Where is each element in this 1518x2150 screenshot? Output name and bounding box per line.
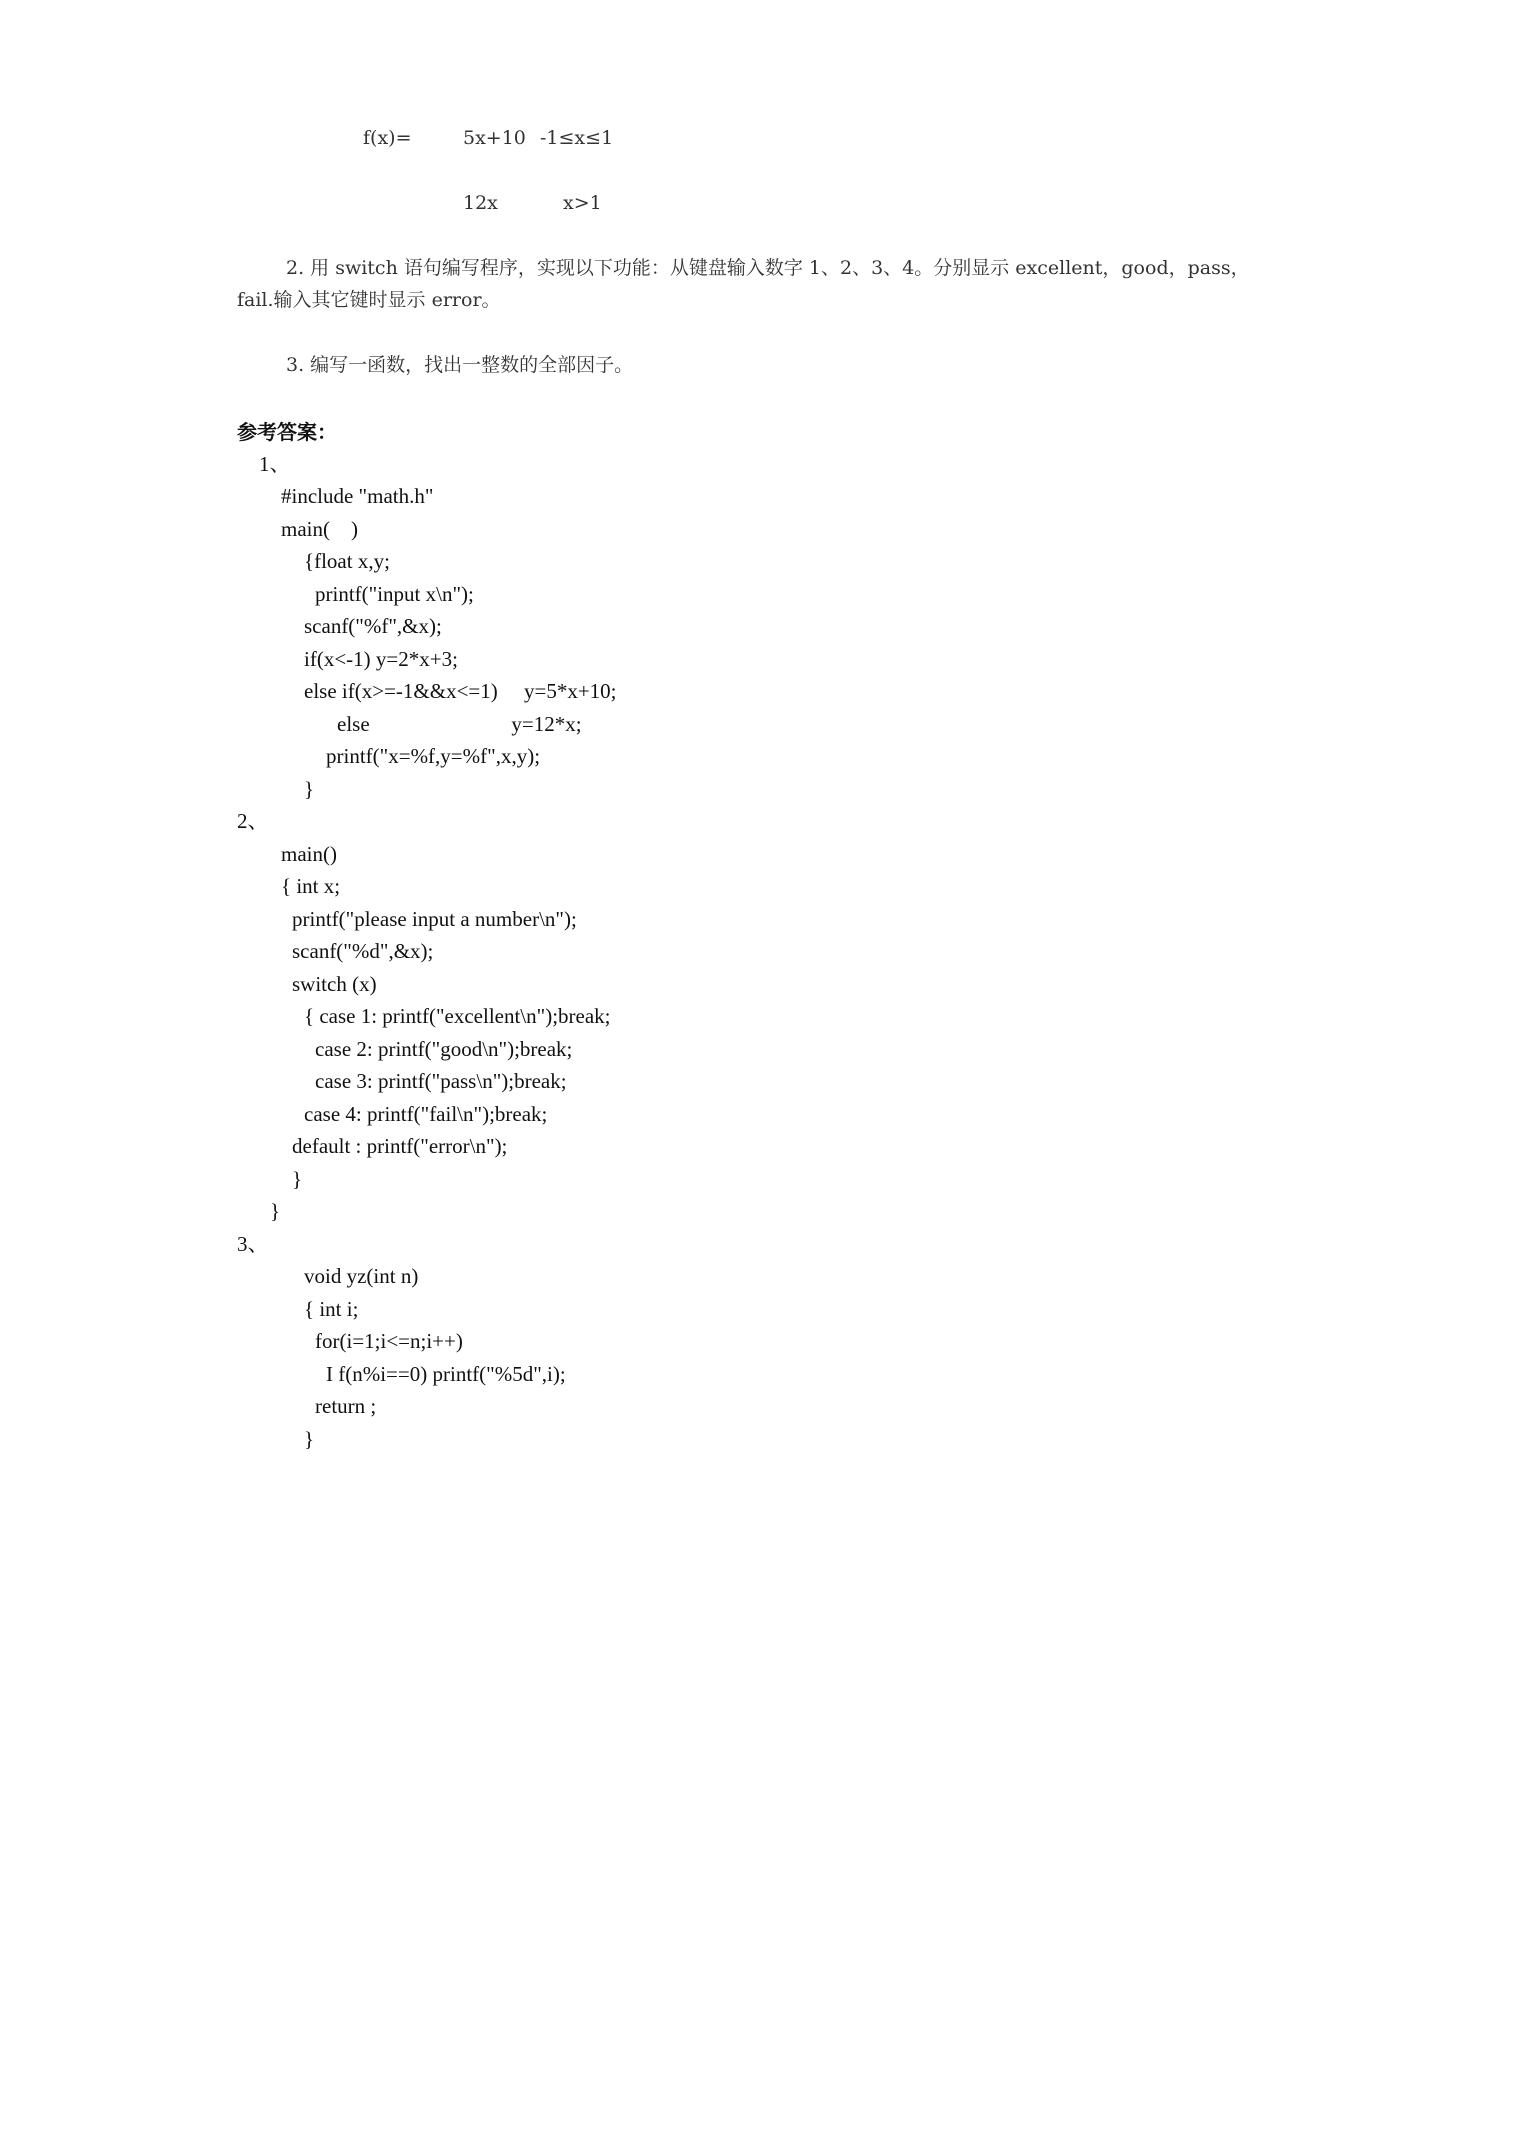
answer-2-code-line: main(): [281, 842, 337, 866]
answer-2-code-line: { case 1: printf("excellent\n");break;: [304, 1004, 611, 1028]
answer-2-code-line: case 2: printf("good\n");break;: [315, 1037, 573, 1061]
formula-lhs: f(x)=: [363, 127, 412, 149]
answer-3-code-line: { int i;: [304, 1297, 359, 1321]
answer-1-code-line: if(x<-1) y=2*x+3;: [304, 647, 458, 671]
answer-2-code-line: case 3: printf("pass\n");break;: [315, 1069, 567, 1093]
answer-2-code-line: }: [292, 1167, 303, 1191]
answer-1-code-line: printf("x=%f,y=%f",x,y);: [326, 744, 541, 768]
formula-row2-condition: x>1: [563, 192, 602, 214]
answer-2-code-line: }: [270, 1199, 281, 1223]
answer-2-code-line: printf("please input a number\n");: [292, 907, 577, 931]
formula-row1-condition: -1≤x≤1: [540, 127, 614, 149]
answer-3-label: 3、: [237, 1232, 269, 1256]
answer-2-label: 2、: [237, 809, 269, 833]
answer-1-code-line: scanf("%f",&x);: [304, 614, 442, 638]
answer-1-code-line: printf("input x\n");: [315, 582, 474, 606]
answer-1-code-line: else y=12*x;: [337, 712, 582, 736]
answer-2-code-line: { int x;: [281, 874, 341, 898]
answer-3-code-line: }: [304, 1427, 315, 1451]
answer-3-code-line: for(i=1;i<=n;i++): [315, 1329, 463, 1353]
answer-2-code-line: default : printf("error\n");: [292, 1134, 508, 1158]
question-2-line-1: 2. 用 switch 语句编写程序，实现以下功能：从键盘输入数字 1、2、3、4。分别显示 excellent，good，pass，: [286, 257, 1250, 279]
answer-1-code-line: main( ): [281, 517, 358, 541]
answer-3-code-line: void yz(int n): [304, 1264, 419, 1288]
answer-1-code-line: }: [304, 777, 315, 801]
answers-heading: 参考答案：: [237, 420, 337, 444]
answer-3-code-line: return ;: [315, 1394, 377, 1418]
answer-1-code-line: #include "math.h": [281, 484, 434, 508]
formula-row2-expression: 12x: [463, 192, 498, 214]
answer-2-code-line: case 4: printf("fail\n");break;: [304, 1102, 548, 1126]
answer-1-label: 1、: [259, 452, 291, 476]
answer-2-code-line: scanf("%d",&x);: [292, 939, 434, 963]
question-2-line-2: fail.输入其它键时显示 error。: [237, 289, 501, 311]
question-3-line-1: 3. 编写一函数，找出一整数的全部因子。: [286, 354, 634, 376]
answer-2-code-line: switch (x): [292, 972, 377, 996]
answer-3-code-line: I f(n%i==0) printf("%5d",i);: [326, 1362, 566, 1386]
answer-1-code-line: else if(x>=-1&&x<=1) y=5*x+10;: [304, 679, 617, 703]
formula-row1-expression: 5x+10: [463, 127, 526, 149]
answer-1-code-line: {float x,y;: [304, 549, 390, 573]
